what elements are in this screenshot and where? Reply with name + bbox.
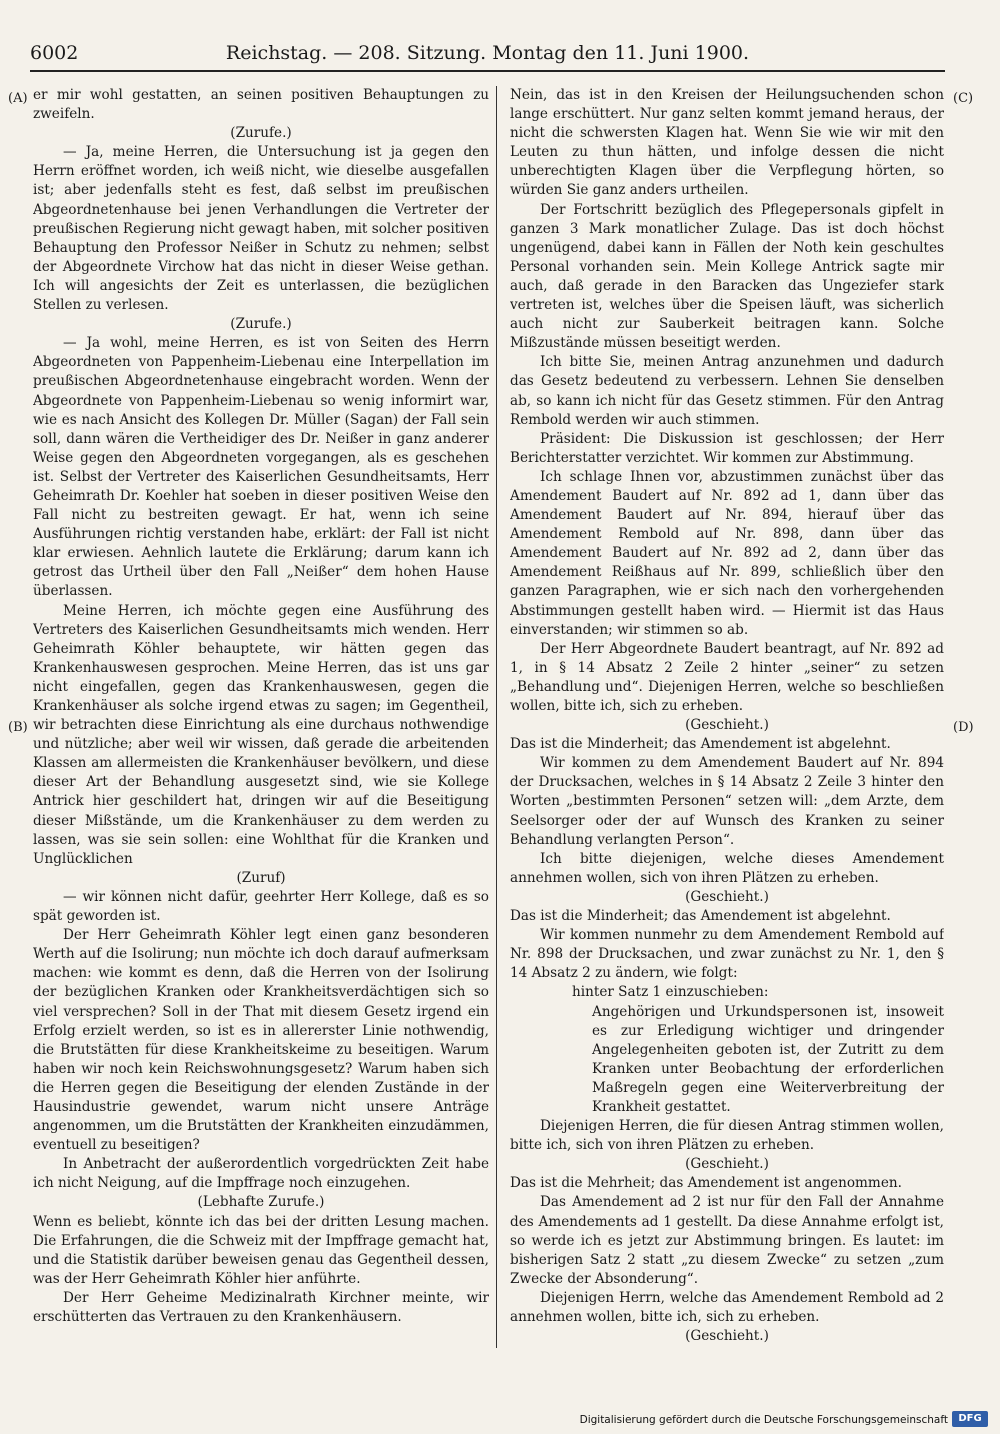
interjection: (Geschieht.)	[685, 1328, 769, 1345]
margin-marker-d: (D)	[953, 720, 974, 735]
president-statement: Präsident: Die Diskussion ist geschlossen; der Herr Berichterstatter verzichtet. Wir kommen zur Abstimmung.	[510, 430, 944, 466]
paragraph: Der Herr Geheimrath Köhler legt einen ganz besonderen Werth auf die Isolirung; nun möchte ich doch darauf aufmerksam machen: wie kommt es denn, daß die Herren von der Isolirung der bezüglichen Kranken oder Krankheitsverdächtigen sich so viel versprechen? Soll in der That mit diesem Gesetz irgend ein Erfolg erzielt werden, so ist es in allererster Linie nothwendig, die Brutstätten für diese Krankheitskeime zu beseitigen. Warum haben wir noch kein Reichswohnungsgesetz? Warum haben sich die Herren gegen die Beseitigung der elenden Zustände in der Hausindustrie gewendet, warum nicht unsere Anträge angenommen, um die Brutstätten der Krankheiten einzudämmen, eventuell zu beseitigen?	[33, 927, 489, 1154]
interjection: (Zurufe.)	[230, 316, 292, 333]
interjection: (Zurufe.)	[230, 125, 292, 142]
paragraph: Der Herr Abgeordnete Baudert beantragt, auf Nr. 892 ad 1, in § 14 Absatz 2 Zeile 2 hinter „seiner“ zu setzen „Behandlung und“. Diejenigen Herren, welche so beschließen wollen, bitte ich, sich zu erheben.	[510, 640, 944, 714]
page-header	[30, 40, 945, 66]
paragraph: er mir wohl gestatten, an seinen positiven Behauptungen zu zweifeln.	[33, 87, 489, 123]
paragraph: Der Herr Geheime Medizinalrath Kirchner meinte, wir erschütterten das Vertrauen zu den Krankenhäusern.	[33, 1289, 489, 1325]
left-column	[33, 86, 489, 1348]
paragraph: — Ja wohl, meine Herren, es ist von Seiten des Herrn Abgeordneten von Pappenheim-Liebenau eine Interpellation im preußischen Abgeordnetenhause eingebracht worden. Wenn der Abgeordnete von Pappenheim-Liebenau so wenig informirt war, wie es nach Ansicht des Kollegen Dr. Müller (Sagan) der Fall sein soll, dann wären die Vertheidiger des Dr. Neißer in ganz anderer Weise gegen den Abgeordneten vorgegangen, als es geschehen ist. Selbst der Vertreter des Kaiserlichen Gesundheitsamts, Herr Geheimrath Dr. Koehler hat soeben in dieser positiven Weise den Fall nicht zu bestreiten gewagt. Er hat, wenn ich seine Ausführungen richtig verstanden habe, erklärt: der Fall ist nicht klar erwiesen. Aehnlich lautete die Erklärung; darum kann ich getrost das Urtheil über den Fall „Neißer“ dem hohen Hause überlassen.	[33, 335, 489, 600]
header-rule	[30, 70, 945, 72]
paragraph: Ich bitte diejenigen, welche dieses Amendement annehmen wollen, sich von ihren Plätzen zu erheben.	[510, 850, 944, 886]
paragraph: Das Amendement ad 2 ist nur für den Fall der Annahme des Amendements ad 1 gestellt. Da diese Annahme erfolgt ist, so werde ich es jetzt zur Abstimmung bringen. Es lautet: im bisherigen Satz 2 statt „zu diesem Zwecke“ zu setzen „zum Zwecke der Absonderung“.	[510, 1194, 944, 1287]
paragraph	[510, 1346, 944, 1348]
paragraph: Wir kommen zu dem Amendement Baudert auf Nr. 894 der Drucksachen, welches in § 14 Absatz 2 Zeile 3 hinter den Worten „bestimmten Personen“ setzen will: „dem Arzte, dem Seelsorger oder der auf Wunsch des Kranken zu seiner Behandlung verlangten Person“.	[510, 755, 944, 848]
paragraph: Das ist die Mehrheit; das Amendement ist angenommen.	[510, 1175, 902, 1192]
quoted-amendment: Angehörigen und Urkundspersonen ist, insoweit es zur Erledigung wichtiger und dringender Angelegenheiten geboten ist, der Zutritt zu dem Kranken unter Beobachtung der erforderlichen Maßregeln gegen eine Weiterverbreitung der Krankheit gestattet.	[592, 1003, 944, 1115]
paragraph: Der Fortschritt bezüglich des Pflegepersonals gipfelt in ganzen 3 Mark monatlicher Zulage. Das ist doch höchst ungenügend, dabei kann in Fällen der Noth kein geschultes Personal vorhanden sein. Mein Kollege Antrick sagte mir auch, daß gerade in den Baracken das Ungeziefer stark vertreten ist, welches über die Speisen läuft, was sicherlich auch nicht zur Sauberkeit beitragen kann. Solche Mißzustände müssen beseitigt werden.	[510, 201, 944, 352]
margin-marker-a: (A)	[8, 91, 28, 106]
digitization-credit: Digitalisierung gefördert durch die Deutsche Forschungsgemeinschaft	[579, 1414, 948, 1426]
paragraph: In Anbetracht der außerordentlich vorgedrückten Zeit habe ich nicht Neigung, auf die Impffrage noch einzugehen.	[33, 1156, 489, 1192]
running-title: Reichstag. — 208. Sitzung. Montag den 11. Juni 1900.	[225, 42, 750, 64]
dfg-logo: DFG	[952, 1411, 988, 1427]
paragraph: Diejenigen Herren, die für diesen Antrag stimmen wollen, bitte ich, sich von ihren Plätzen zu erheben.	[510, 1118, 944, 1154]
interjection: (Geschieht.)	[685, 888, 769, 905]
interjection: (Geschieht.)	[685, 717, 769, 734]
paragraph: — Ja, meine Herren, die Untersuchung ist ja gegen den Herrn eröffnet worden, ich weiß nicht, wie dieselbe ausgefallen ist; aber jedenfalls steht es fest, daß selbst im preußischen Abgeordnetenhause bei jenen Verhandlungen die Vertreter der preußischen Regierung nicht gewagt haben, mit solcher positiven Behauptung den Professor Neißer in Schutz zu nehmen; selbst der Abgeordnete Virchow hat das nicht in dieser Weise gethan. Ich will angesichts der Zeit es unterlassen, die bezüglichen Stellen zu verlesen.	[33, 144, 489, 314]
paragraph: Ich schlage Ihnen vor, abzustimmen zunächst über das Amendement Baudert auf Nr. 892 ad 1, dann über das Amendement Baudert auf Nr. 894, hierauf über das Amendement Rembold auf Nr. 898, dann über das Amendement Baudert auf Nr. 892 ad 2, dann über das Amendement Reißhaus auf Nr. 899, schließlich über den ganzen Paragraphen, wie er sich nach den vorhergehenden Abstimmungen gestellt haben wird. — Hiermit ist das Haus einverstanden; wir stimmen so ab.	[510, 468, 944, 638]
margin-marker-b: (B)	[8, 720, 28, 735]
interjection: (Lebhafte Zurufe.)	[197, 1194, 325, 1211]
paragraph: hinter Satz 1 einzuschieben:	[572, 984, 769, 1001]
paragraph: Das ist die Minderheit; das Amendement ist abgelehnt.	[510, 736, 891, 753]
page-number: 6002	[30, 42, 79, 64]
paragraph: Nein, das ist in den Kreisen der Heilungsuchenden schon lange erschüttert. Nur ganz selten kommt jemand heraus, der nicht die schwersten Klagen hat. Wenn Sie wie wir mit den Leuten zu thun hätten, und infolge dessen die nicht unberechtigten Klagen über die Verpflegung hörten, so würden Sie ganz anders urtheilen.	[510, 87, 944, 199]
right-column	[510, 86, 944, 1348]
interjection: (Zuruf)	[236, 869, 286, 886]
interjection: (Geschieht.)	[685, 1156, 769, 1173]
margin-marker-c: (C)	[953, 91, 974, 106]
column-divider	[496, 86, 497, 1348]
paragraph: Meine Herren, ich möchte gegen eine Ausführung des Vertreters des Kaiserlichen Gesundheitsamts mich wenden. Herr Geheimrath Köhler behauptete, wir hätten gegen das Krankenhauswesen gesprochen. Meine Herren, das ist uns gar nicht eingefallen, gegen das Krankenhauswesen, gegen die Krankenhäuser als solche irgend etwas zu sagen; im Gegentheil, wir betrachten diese Einrichtung als eine durchaus nothwendige und nützliche; aber weil wir wissen, daß gerade die arbeitenden Klassen am allermeisten die Krankenhäuser bevölkern, und diese dieser Art der Behandlung ausgesetzt sind, wie sie Kollege Antrick hier geschildert hat, dringen wir auf die Beseitigung dieser Mißstände, um die Krankenhäuser zu dem werden zu lassen, was sie sein sollen: eine Wohlthat für die Kranken und Unglücklichen	[33, 602, 489, 867]
paragraph: Ich bitte Sie, meinen Antrag anzunehmen und dadurch das Gesetz bedeutend zu verbessern. Lehnen Sie denselben ab, so kann ich nicht für das Gesetz stimmen. Für den Antrag Rembold werden wir auch stimmen.	[510, 354, 944, 428]
paragraph: — wir können nicht dafür, geehrter Herr Kollege, daß es so spät geworden ist.	[33, 888, 489, 925]
paragraph: Wir kommen nunmehr zu dem Amendement Rembold auf Nr. 898 der Drucksachen, und zwar zunächst zu Nr. 1, den § 14 Absatz 2 zu ändern, wie folgt:	[510, 927, 944, 982]
paragraph: Wenn es beliebt, könnte ich das bei der dritten Lesung machen. Die Erfahrungen, die die Schweiz mit der Impffrage gemacht hat, und die Statistik darüber beweisen genau das Gegentheil dessen, was der Herr Geheimrath Köhler hier anführte.	[33, 1213, 489, 1287]
paragraph: Das ist die Minderheit; das Amendement ist abgelehnt.	[510, 908, 891, 925]
paragraph: Diejenigen Herrn, welche das Amendement Rembold ad 2 annehmen wollen, bitte ich, sich zu erheben.	[510, 1289, 944, 1325]
